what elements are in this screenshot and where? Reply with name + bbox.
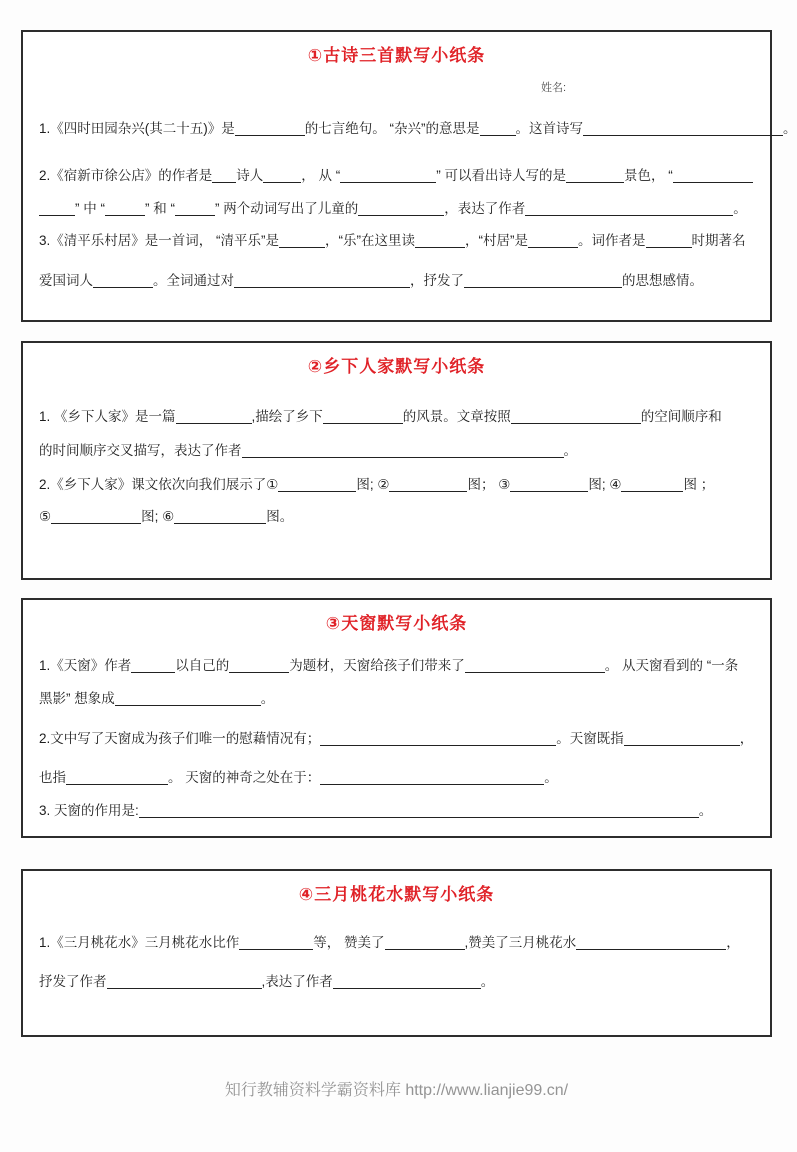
blank-underline [583,123,783,136]
blank-underline [235,123,305,136]
line-text: ,描绘了乡下 [251,409,323,424]
line-text: 。 [783,121,797,136]
blank-underline [528,235,578,248]
worksheet-line [39,689,754,708]
section-card-gushi-sanshou [21,30,797,322]
line-text: 图。 [266,509,294,524]
blank-underline [646,235,692,248]
section-body [39,407,754,526]
line-text: ” 中 “ [75,201,105,216]
blank-underline [139,805,699,818]
line-text: 1.《四时田园杂兴(其二十五)》是 [39,121,235,136]
section-body [39,656,754,820]
worksheet-line [39,475,754,494]
footer-credit: 知行教辅资料学霸资料库 http://www.lianjie99.cn/ [224,1082,569,1099]
blank-underline [389,479,467,492]
line-text: 1.《天窗》作者 [39,658,132,673]
blank-underline [464,275,622,288]
blank-underline [212,170,236,183]
line-text: 1. 《乡下人家》是一篇 [39,409,176,424]
line-text: 3. 天窗的作用是: [39,803,139,818]
worksheet-line [39,507,754,526]
section-card-xiangxia-renjia [21,341,772,580]
line-text: 1.《三月桃花水》三月桃花水比作 [39,935,240,950]
line-text: 图 ； [683,477,715,492]
line-text: 的时间顺序交叉描写，表达了作者 [39,443,242,458]
worksheet-line [39,729,754,748]
line-text: ，“村居”是 [465,233,529,248]
section-body [39,933,754,991]
line-text: 2.文中写了天窗成为孩子们唯一的慰藉情况有； [39,731,321,746]
line-text: ，“乐”在这里读 [325,233,416,248]
blank-underline [279,235,325,248]
blank-underline [176,411,252,424]
line-text: 。 [733,201,747,216]
blank-underline [673,170,753,183]
line-text: 也指 [39,770,66,785]
line-text: ， [739,731,754,746]
blank-underline [333,976,481,989]
blank-underline [39,203,75,216]
blank-underline [340,170,436,183]
line-text: 2.《宿新市徐公店》的作者是 [39,168,213,183]
blank-underline [242,445,564,458]
blank-underline [174,511,266,524]
worksheet-line [39,972,754,991]
line-text: 图; ⑥ [141,509,175,524]
line-text: ， [726,935,740,950]
blank-underline [131,660,175,673]
worksheet-line [39,166,754,185]
line-text: 的七言绝句。 “杂兴”的意思是 [304,121,480,136]
line-text: 为题材，天窗给孩子们带来了 [289,658,465,673]
blank-underline [278,479,356,492]
blank-underline [621,479,683,492]
line-text: 抒发了作者 [39,974,107,989]
blank-underline [107,976,262,989]
blank-underline [229,660,289,673]
worksheet-line [39,407,754,426]
line-text: 。这首诗写 [515,121,583,136]
line-text: ” 两个动词写出了儿童的 [215,201,359,216]
section-title: ④三月桃花水默写小纸条 [298,885,495,904]
section-card-tianchuang [21,598,772,838]
section-title: ①古诗三首默写小纸条 [307,46,486,65]
line-text: 。全词通过对 [153,273,234,288]
student-name-label: 姓名: [541,82,567,94]
worksheet-line [39,119,797,138]
line-text: 以自己的 [175,658,230,673]
line-text: 的风景。文章按照 [402,409,511,424]
line-text: 。 [480,974,495,989]
line-text: ” 和 “ [145,201,175,216]
blank-underline [465,660,605,673]
line-text: 。 [563,443,577,458]
line-text: 。 天窗的神奇之处在于： [168,770,321,785]
blank-underline [323,411,403,424]
line-text: ,赞美了三月桃花水 [464,935,577,950]
blank-underline [320,733,556,746]
blank-underline [576,937,726,950]
line-text: 。词作者是 [578,233,646,248]
line-text: 爱国词人 [39,273,93,288]
line-text: 黑影” 想象成 [39,691,115,706]
section-title: ②乡下人家默写小纸条 [307,357,486,376]
line-text: ，表达了作者 [444,201,526,216]
blank-underline [234,275,410,288]
line-text: 3.《清平乐村居》是一首词， “清平乐”是 [39,233,280,248]
blank-underline [115,693,261,706]
worksheet-line [39,656,754,675]
line-text: 。 [544,770,558,785]
line-text: ， 从 “ [301,168,341,183]
blank-underline [66,772,168,785]
worksheet-line [39,801,754,820]
blank-underline [239,937,313,950]
worksheet-line [39,271,754,290]
line-text: 等， 赞美了 [313,935,385,950]
blank-underline [510,479,588,492]
blank-underline [415,235,465,248]
worksheet-line [39,441,754,460]
line-text: 的空间顺序和 [640,409,722,424]
line-text: ” 可以看出诗人写的是 [436,168,567,183]
line-text: 图; ② [356,477,390,492]
section-title: ③天窗默写小纸条 [325,614,468,633]
line-text: 景色， “ [624,168,673,183]
line-text: 的思想感情。 [622,273,703,288]
blank-underline [525,203,733,216]
line-text: 。天窗既指 [556,731,624,746]
line-text: 。 从天窗看到的 “一条 [604,658,739,673]
blank-underline [358,203,444,216]
blank-underline [263,170,301,183]
blank-underline [51,511,141,524]
blank-underline [175,203,215,216]
line-text: ,表达了作者 [261,974,333,989]
line-text: 图; ④ [588,477,622,492]
worksheet-line [39,768,754,787]
line-text: ，抒发了 [410,273,464,288]
blank-underline [624,733,740,746]
line-text: 图； ③ [467,477,511,492]
line-text: 时期著名 [691,233,746,248]
blank-underline [511,411,641,424]
line-text: 。 [260,691,275,706]
worksheet-line [39,933,754,952]
worksheet-line [39,231,754,250]
line-text: 2.《乡下人家》课文依次向我们展示了① [39,477,279,492]
line-text: 。 [698,803,713,818]
line-text: ⑤ [39,509,52,524]
worksheet-line [39,199,754,218]
blank-underline [320,772,544,785]
line-text: 诗人 [236,168,264,183]
blank-underline [105,203,145,216]
blank-underline [385,937,465,950]
section-card-sanyue-taohuashui [21,869,772,1037]
blank-underline [93,275,153,288]
blank-underline [480,123,516,136]
blank-underline [566,170,624,183]
section-body [39,119,797,290]
